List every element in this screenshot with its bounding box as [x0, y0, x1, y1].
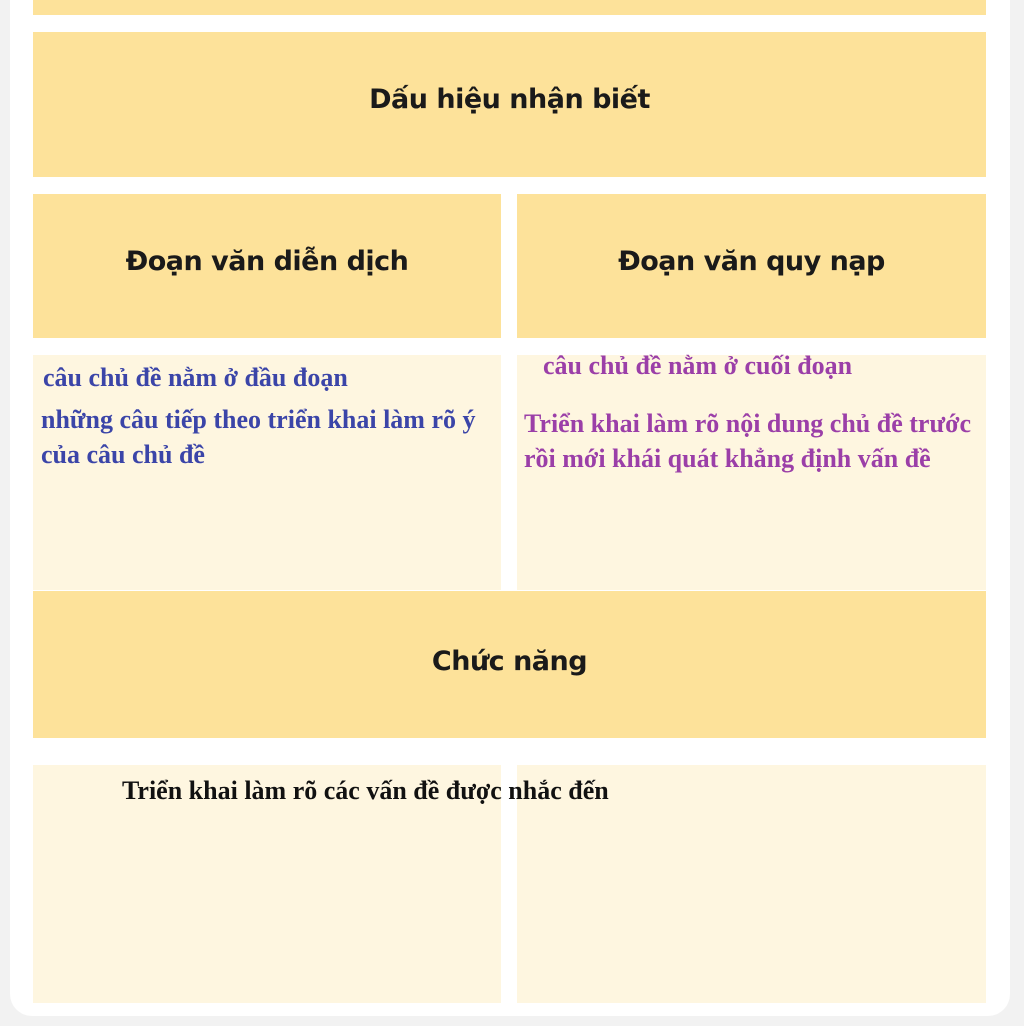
signs-header — [33, 32, 986, 177]
deductive-note-1: câu chủ đề nằm ở đầu đoạn — [43, 363, 348, 392]
function-header — [33, 591, 986, 738]
signs-header-title: Dấu hiệu nhận biết — [369, 84, 650, 115]
top-band-partial — [33, 0, 986, 15]
inductive-note-1: câu chủ đề nằm ở cuối đoạn — [543, 351, 853, 380]
inductive-note-2: Triển khai làm rõ nội dung chủ đề trước rồi mới khái quát khẳng định vấn đề — [524, 409, 972, 473]
function-header-title: Chức năng — [431, 646, 588, 677]
inductive-header — [517, 194, 986, 338]
function-note: Triển khai làm rõ các vấn đề được nhắc đến — [122, 776, 609, 805]
inductive-header-title: Đoạn văn quy nạp — [618, 246, 885, 277]
deductive-note-2: những câu tiếp theo triển khai làm rõ ý của câu chủ đề — [41, 405, 476, 469]
deductive-header — [33, 194, 501, 338]
deductive-header-title: Đoạn văn diễn dịch — [125, 246, 409, 277]
